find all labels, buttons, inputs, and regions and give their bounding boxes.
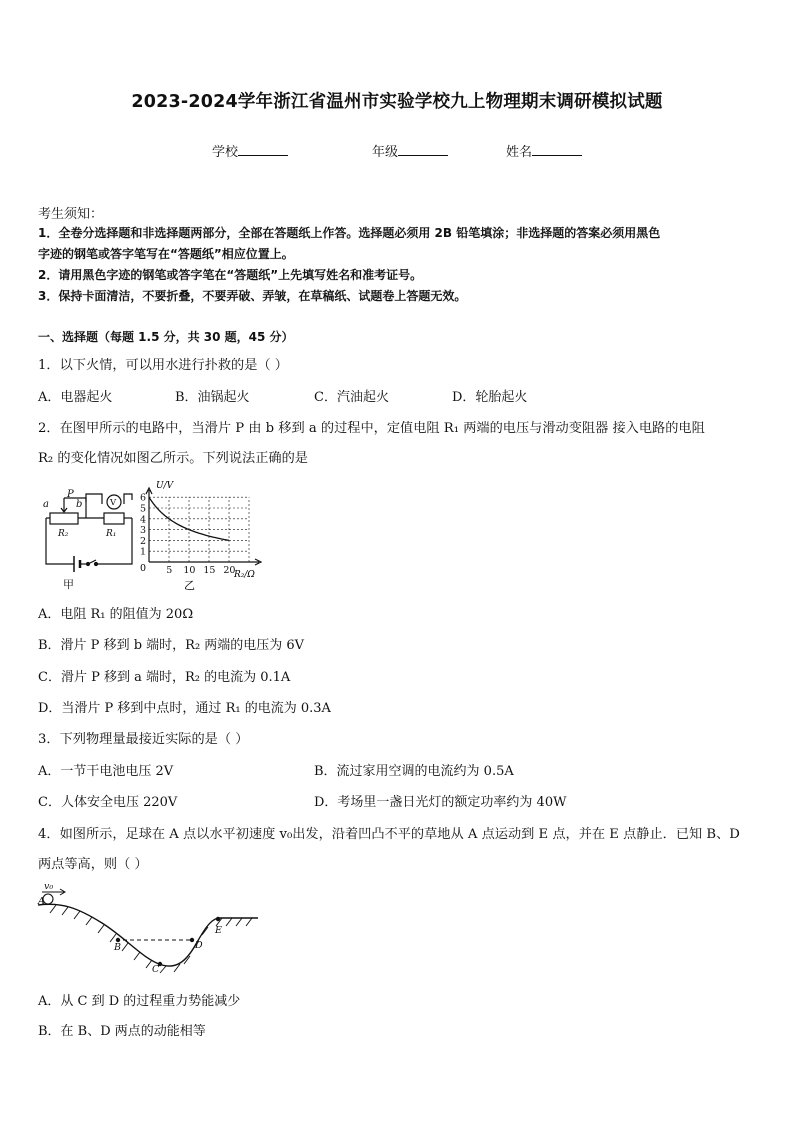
resistor-r1 (104, 513, 124, 524)
q3-option-b[interactable]: B．流过家用空调的电流约为 0.5A (314, 764, 514, 779)
q3-option-a[interactable]: A．一节干电池电压 2V (38, 764, 174, 779)
q1-option-b[interactable]: B．油锅起火 (175, 390, 250, 405)
x-tick-label: 15 (203, 565, 216, 576)
school-blank[interactable] (238, 142, 288, 156)
q2-option-c[interactable]: C．滑片 P 移到 a 端时，R₂ 的电流为 0.1A (38, 670, 291, 685)
q3-option-d[interactable]: D．考场里一盏日光灯的额定功率约为 40W (314, 795, 567, 810)
q1-option-c[interactable]: C．汽油起火 (314, 390, 389, 405)
q2-stem-line1: 2．在图甲所示的电路中，当滑片 P 由 b 移到 a 的过程中，定值电阻 R₁ 两端的电压与滑动变阻器 接入电路的电阻 (38, 421, 705, 436)
y-tick-label: 1 (140, 546, 147, 558)
voltmeter-lead-right (124, 494, 132, 504)
circuit-caption: 甲 (63, 578, 74, 591)
terrain-curve (38, 904, 258, 966)
point-d (190, 938, 194, 942)
slider-wire (64, 498, 86, 518)
x-axis-label: R₂/Ω (234, 570, 255, 580)
voltmeter-label: V (110, 498, 117, 508)
label-a: a (43, 499, 49, 510)
q2-graph (140, 481, 261, 592)
notice-item-1a: 1．全卷分选择题和非选择题两部分，全部在答题纸上作答。选择题必须用 2B 铅笔填涂；非选择题的答案必须用黑色 (38, 226, 661, 240)
x-tick-label: 10 (183, 565, 196, 576)
q2-option-d[interactable]: D．当滑片 P 移到中点时，通过 R₁ 的电流为 0.3A (38, 701, 331, 716)
label-v0: v₀ (44, 881, 54, 892)
voltmeter-lead-left (86, 494, 102, 504)
y-tick-label: 6 (140, 492, 147, 504)
q1-option-a[interactable]: A．电器起火 (38, 390, 113, 405)
page-title: 2023-2024学年浙江省温州市实验学校九上物理期末调研模拟试题 (131, 92, 663, 112)
ground-hatching (50, 905, 252, 973)
label-r1: R₁ (106, 529, 117, 539)
label-A: A (38, 896, 45, 907)
notice-heading: 考生须知： (38, 207, 104, 222)
section-heading: 一、选择题（每题 1.5 分，共 30 题，45 分） (38, 330, 294, 344)
notice-item-1b: 字迹的钢笔或答字笔写在“答题纸”相应位置上。 (38, 247, 294, 261)
resistor-r2 (50, 513, 78, 524)
label-E: E (215, 925, 222, 936)
y-tick-label: 4 (140, 514, 147, 526)
q2-figure (34, 476, 270, 594)
x-tick-label: 5 (166, 565, 173, 576)
circuit-wire-right (96, 518, 132, 564)
label-b: b (76, 499, 83, 510)
label-r2: R₂ (58, 529, 69, 539)
graph-grid (149, 497, 249, 562)
q4-option-b[interactable]: B．在 B、D 两点的动能相等 (38, 1024, 206, 1039)
y-tick-label: 3 (140, 525, 147, 537)
school-field (212, 141, 288, 160)
q2-option-b[interactable]: B．滑片 P 移到 b 端时，R₂ 两端的电压为 6V (38, 638, 305, 653)
q3-option-c[interactable]: C．人体安全电压 220V (38, 795, 178, 810)
label-B: B (114, 942, 121, 953)
grade-field (372, 141, 448, 160)
q4-stem-line2: 两点等高，则（ ） (38, 857, 148, 872)
q2-stem-line2: R₂ 的变化情况如图乙所示。下列说法正确的是 (38, 451, 308, 466)
name-label: 姓名 (506, 145, 533, 160)
q1-option-d[interactable]: D．轮胎起火 (452, 390, 528, 405)
q4-figure (34, 878, 266, 974)
label-D: D (195, 940, 203, 951)
q2-option-a[interactable]: A．电阻 R₁ 的阻值为 20Ω (38, 607, 194, 622)
circuit-wire-left (46, 518, 74, 564)
grade-label: 年级 (372, 145, 399, 160)
point-e (216, 917, 220, 921)
y-tick-label: 2 (140, 535, 147, 547)
notice-item-3: 3．保持卡面清洁，不要折叠，不要弄破、弄皱，在草稿纸、试题卷上答题无效。 (38, 289, 467, 303)
graph-caption: 乙 (184, 579, 195, 592)
q4-stem-line1: 4．如图所示，足球在 A 点以水平初速度 v₀出发，沿着凹凸不平的草地从 A 点运动到 E 点，并在 E 点静止．已知 B、D (38, 827, 740, 842)
y-axis-label: U/V (156, 481, 174, 491)
q3-stem: 3．下列物理量最接近实际的是（ ） (38, 732, 249, 747)
name-blank[interactable] (532, 142, 582, 156)
switch-contact (95, 563, 98, 566)
school-label: 学校 (212, 145, 239, 160)
x-tick-label: 20 (223, 565, 236, 576)
notice-item-2: 2．请用黑色字迹的钢笔或答字笔在“答题纸”上先填写姓名和准考证号。 (38, 268, 423, 282)
label-p: P (67, 489, 74, 500)
origin-label: 0 (140, 563, 147, 574)
y-tick-label: 5 (140, 503, 147, 515)
q4-option-a[interactable]: A．从 C 到 D 的过程重力势能减少 (38, 994, 241, 1009)
grade-blank[interactable] (398, 142, 448, 156)
q1-stem: 1．以下火情，可以用水进行扑救的是（ ） (38, 358, 288, 373)
label-C: C (152, 964, 160, 974)
name-field (506, 141, 582, 160)
